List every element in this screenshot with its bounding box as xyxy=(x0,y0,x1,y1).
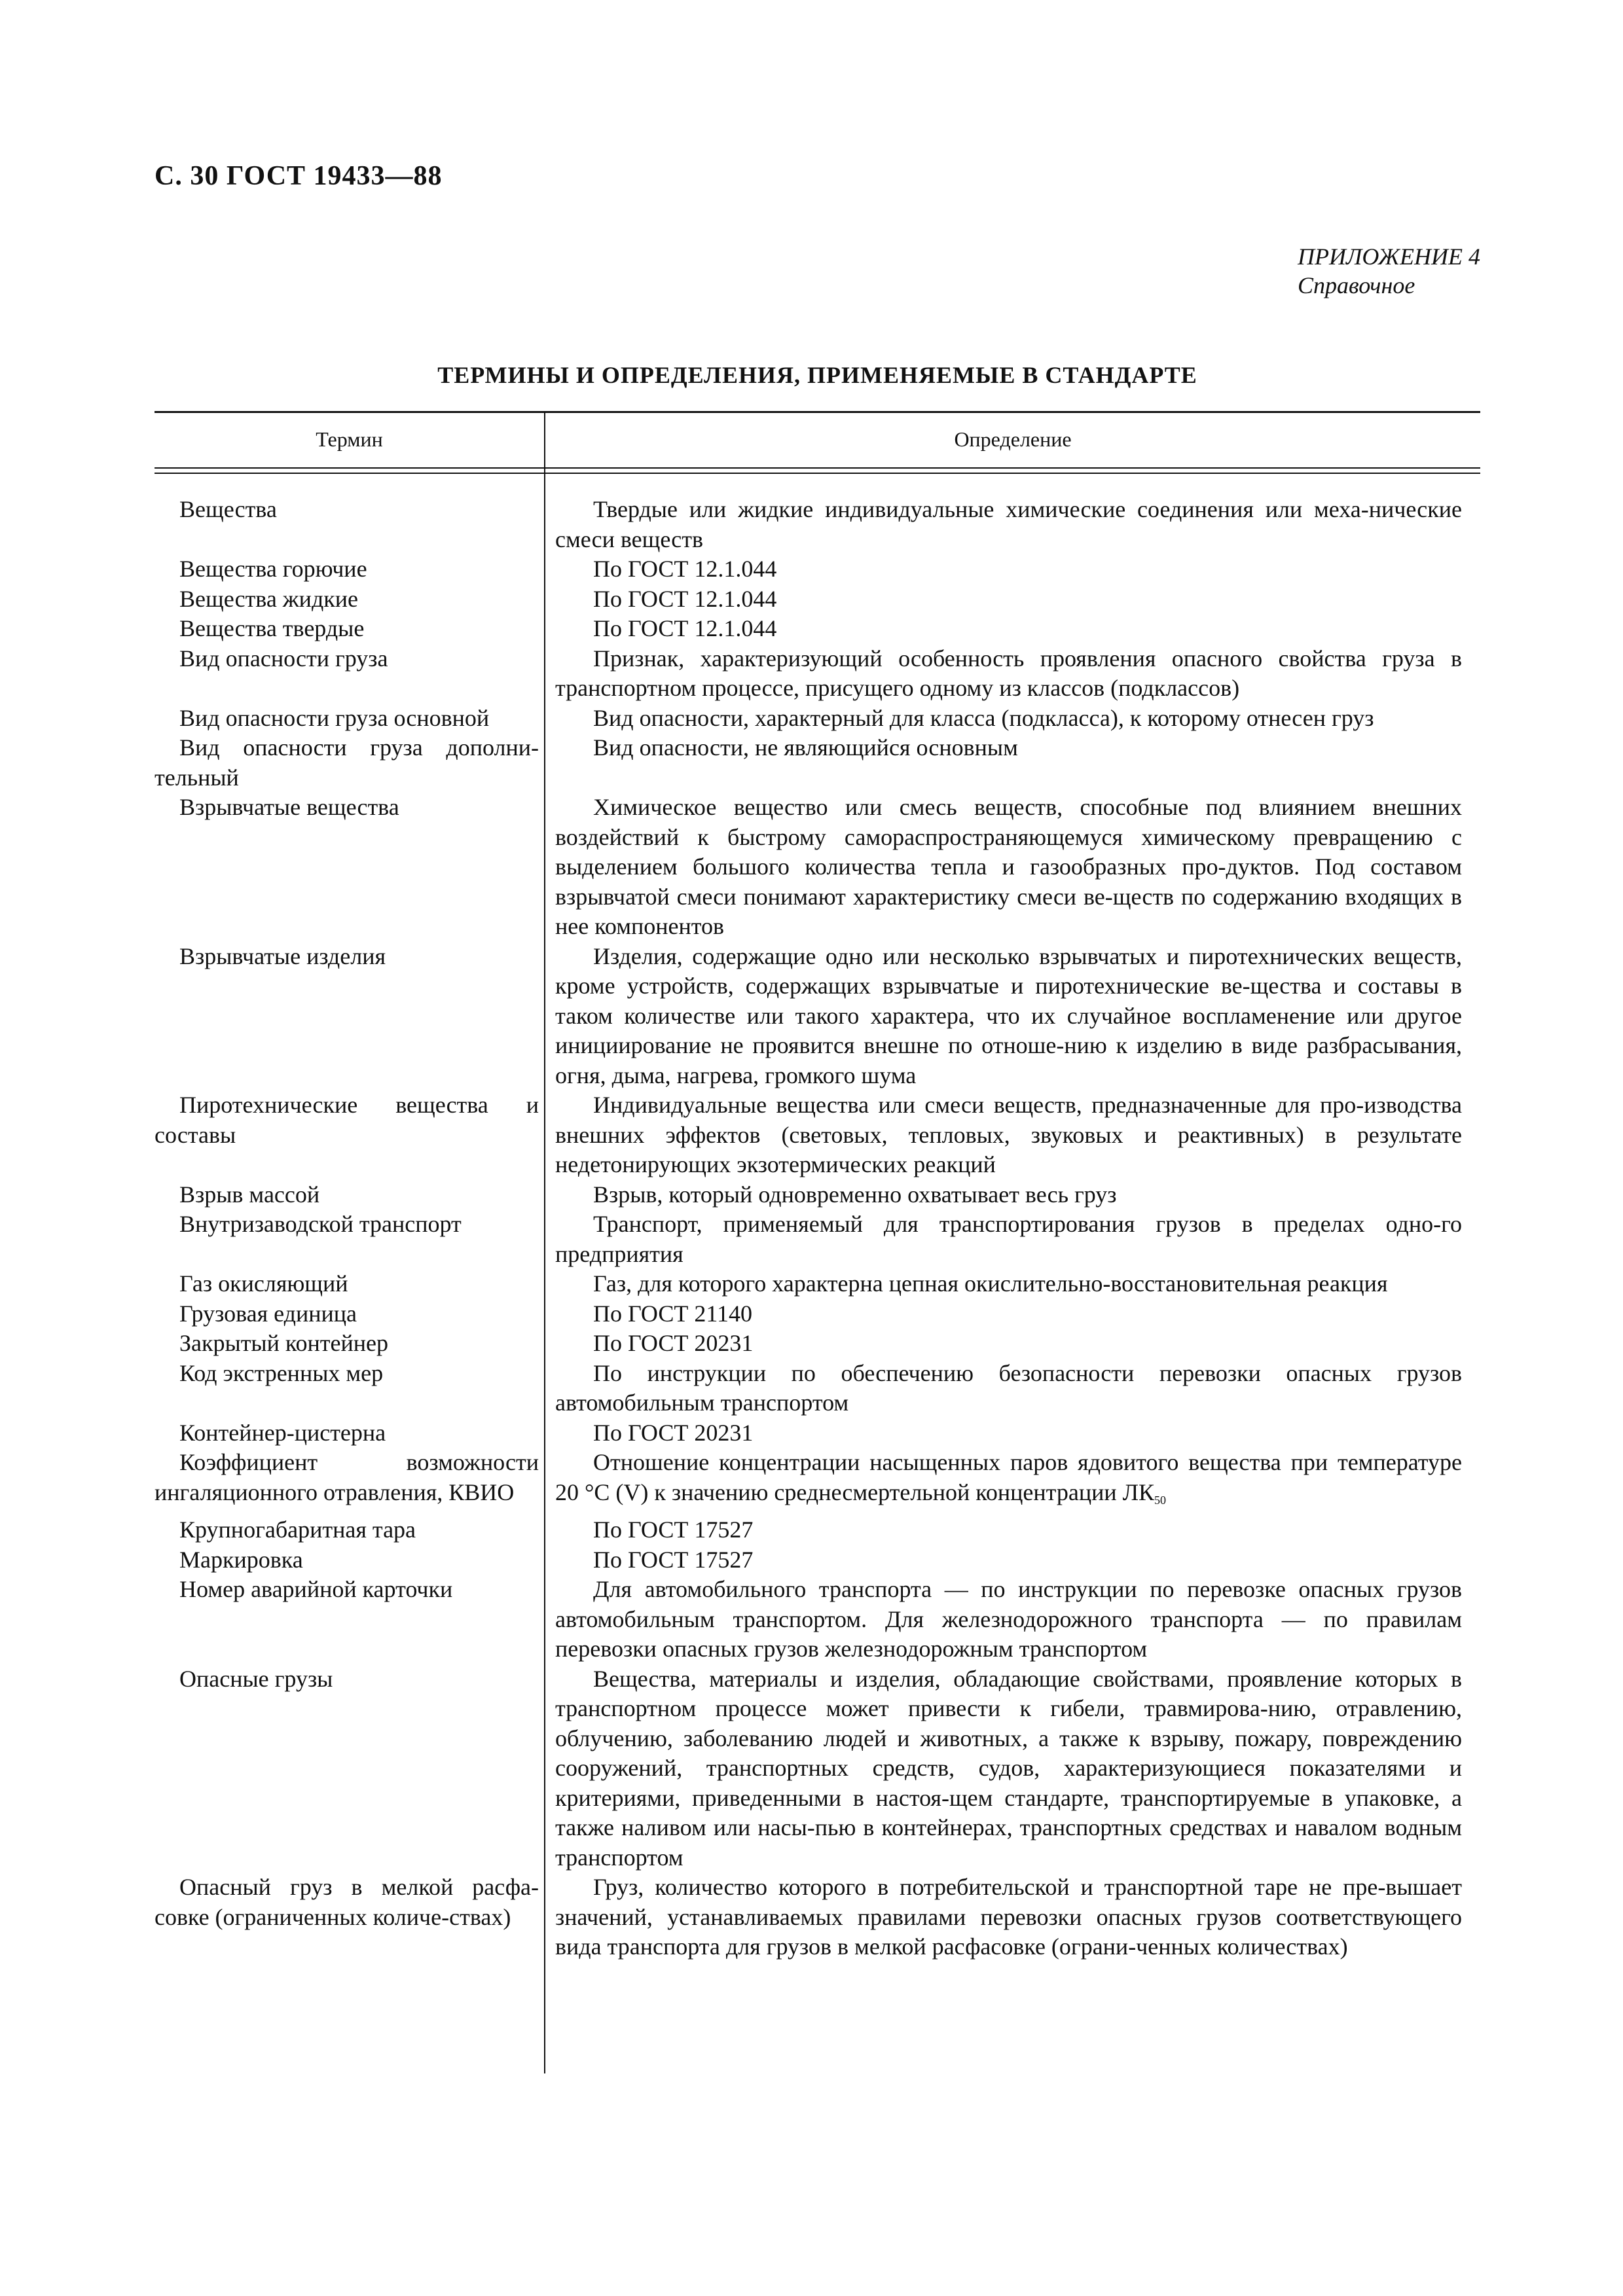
term-cell: Взрыв массой xyxy=(179,1181,320,1208)
definition-cell: Газ, для которого характерна цепная окислительно-восстановительная реакция xyxy=(593,1270,1388,1297)
definition-cell: Для автомобильного транспорта — по инструкции по перевозке опасных грузов автомобильным транспортом. Для железнодорожного транспорта — по правилам перевозки опасных грузов железнодорожным транспортом xyxy=(555,1576,1462,1662)
table-body xyxy=(155,495,1480,1962)
term-cell: Закрытый контейнер xyxy=(179,1330,389,1356)
definition-cell: По инструкции по обеспечению безопасности перевозки опасных грузов автомобильным транспортом xyxy=(555,1359,1462,1416)
definition-cell: Химическое вещество или смесь веществ, способные под влиянием внешних воздействий к быстрому самораспространяющемуся химическому превращению с выделением большого количества тепла и газообразных про-дуктов. Под составом взрывчатой смеси понимают характеристику смеси ве-ществ по содержанию входящих в нее компонентов xyxy=(555,794,1462,939)
term-cell: Пиротехнические вещества и составы xyxy=(155,1092,539,1148)
table-row xyxy=(155,1448,1480,1515)
definition-cell: Транспорт, применяемый для транспортирования грузов в пределах одно-го предприятия xyxy=(555,1211,1462,1267)
definition-cell: Вид опасности, не являющийся основным xyxy=(593,734,1018,761)
table-row xyxy=(155,1418,1480,1448)
definition-cell: По ГОСТ 12.1.044 xyxy=(593,556,777,582)
table-row xyxy=(155,644,1480,704)
term-cell: Номер аварийной карточки xyxy=(179,1576,453,1602)
table-row xyxy=(155,1090,1480,1180)
term-cell: Взрывчатые вещества xyxy=(179,794,399,820)
header-rule xyxy=(155,467,1480,469)
table-row xyxy=(155,1545,1480,1575)
term-cell: Вещества жидкие xyxy=(179,585,358,612)
table-row xyxy=(155,733,1480,793)
term-cell: Вид опасности груза xyxy=(179,645,388,672)
term-cell: Вещества xyxy=(179,496,277,522)
table-row xyxy=(155,614,1480,644)
table-row xyxy=(155,1873,1480,1962)
table-row xyxy=(155,1329,1480,1359)
term-cell: Газ окисляющий xyxy=(179,1270,348,1297)
table-row xyxy=(155,942,1480,1091)
term-cell: Вид опасности груза основной xyxy=(179,704,490,731)
table-row xyxy=(155,495,1480,554)
term-cell: Крупногабаритная тара xyxy=(179,1516,416,1543)
table-row xyxy=(155,1210,1480,1269)
appendix-kind: Справочное xyxy=(1298,272,1415,298)
table-row xyxy=(155,1269,1480,1299)
table-row xyxy=(155,1575,1480,1664)
term-cell: Внутризаводской транспорт xyxy=(179,1211,462,1237)
term-cell: Контейнер-цистерна xyxy=(179,1419,386,1446)
definition-cell: По ГОСТ 20231 xyxy=(593,1330,754,1356)
table-row xyxy=(155,1180,1480,1210)
table-row xyxy=(155,793,1480,942)
page-header: С. 30 ГОСТ 19433—88 xyxy=(155,161,443,191)
term-cell: Вещества горючие xyxy=(179,556,367,582)
definition-cell: По ГОСТ 12.1.044 xyxy=(593,615,777,641)
term-cell: Грузовая единица xyxy=(179,1300,357,1327)
table-row xyxy=(155,1359,1480,1418)
definition-cell: Вид опасности, характерный для класса (подкласса), к которому отнесен груз xyxy=(593,704,1374,731)
term-cell: Код экстренных мер xyxy=(179,1359,384,1386)
column-header-term: Термин xyxy=(316,427,383,451)
table-row xyxy=(155,584,1480,615)
definition-cell: По ГОСТ 17527 xyxy=(593,1516,754,1543)
definition-cell: Изделия, содержащие одно или несколько взрывчатых и пиротехнических веществ, кроме устройств, содержащих взрывчатые и пиротехнические ве-щества и составы в таком количестве или такого характера, что их случайное воспламенение или другое инициирование не проявится внешне по отноше-нию к изделию в виде разбрасывания, огня, дыма, нагрева, громкого шума xyxy=(555,942,1462,1088)
definition-cell: Вещества, материалы и изделия, обладающие свойствами, проявление которых в транспортном процессе может привести к гибели, травмирова-нию, отравлению, облучению, заболеванию людей и животных, а также к взрыву, пожару, повреждению сооружений, транспортных средств, судов, характеризующиеся показателями и критериями, приведенными в настоя-щем стандарте, транспортируемые в упаковке, а также наливом или насы-пью в контейнерах, транспортных средствах и навалом водным транспортом xyxy=(555,1665,1462,1871)
table-row xyxy=(155,554,1480,584)
document-title: ТЕРМИНЫ И ОПРЕДЕЛЕНИЯ, ПРИМЕНЯЕМЫЕ В СТАНДАРТЕ xyxy=(437,362,1197,388)
definition-cell: Индивидуальные вещества или смеси веществ, предназначенные для про-изводства внешних эффектов (световых, тепловых, звуковых и реактивных) в результате недетонирующих экзотермических реакций xyxy=(555,1092,1462,1177)
term-cell: Опасные грузы xyxy=(179,1665,333,1692)
term-cell: Маркировка xyxy=(179,1546,303,1573)
header-rule-second xyxy=(155,473,1480,474)
table-row xyxy=(155,704,1480,734)
definition-cell: Признак, характеризующий особенность проявления опасного свойства груза в транспортном процессе, присущего одному из классов (подклассов) xyxy=(555,645,1462,701)
term-cell: Коэффициент возможности ингаляционного отравления, КВИО xyxy=(155,1449,539,1505)
table-row xyxy=(155,1515,1480,1545)
column-header-definition: Определение xyxy=(954,427,1072,451)
term-cell: Вид опасности груза дополни-тельный xyxy=(155,734,539,791)
subscript: 50 xyxy=(1154,1493,1167,1507)
appendix-label xyxy=(1298,242,1480,300)
definition-cell: По ГОСТ 17527 xyxy=(593,1546,754,1573)
definition-cell: По ГОСТ 12.1.044 xyxy=(593,585,777,612)
term-cell: Опасный груз в мелкой расфа-совке (ограниченных количе-ствах) xyxy=(155,1874,539,1930)
definition-cell: Взрыв, который одновременно охватывает весь груз xyxy=(593,1181,1117,1208)
definition-cell: По ГОСТ 21140 xyxy=(593,1300,753,1327)
appendix-number: ПРИЛОЖЕНИЕ 4 xyxy=(1298,243,1480,270)
term-cell: Взрывчатые изделия xyxy=(179,942,386,969)
definition-cell: Груз, количество которого в потребительской и транспортной таре не пре-вышает значений, устанавливаемых правилами перевозки опасных грузов соответствующего вида транспорта для грузов в мелкой расфасовке (ограни-ченных количествах) xyxy=(555,1874,1462,1960)
table-row xyxy=(155,1664,1480,1873)
definition-cell: Твердые или жидкие индивидуальные химические соединения или меха-нические смеси веществ xyxy=(555,496,1462,552)
term-cell: Вещества твердые xyxy=(179,615,365,641)
definition-cell: По ГОСТ 20231 xyxy=(593,1419,754,1446)
table-row xyxy=(155,1299,1480,1329)
definition-cell: Отношение концентрации насыщенных паров ядовитого вещества при температуре 20 °С (V) к значению среднесмертельной концентрации $ЛК_{50}$ xyxy=(555,1449,1462,1507)
table-header xyxy=(155,413,1480,467)
